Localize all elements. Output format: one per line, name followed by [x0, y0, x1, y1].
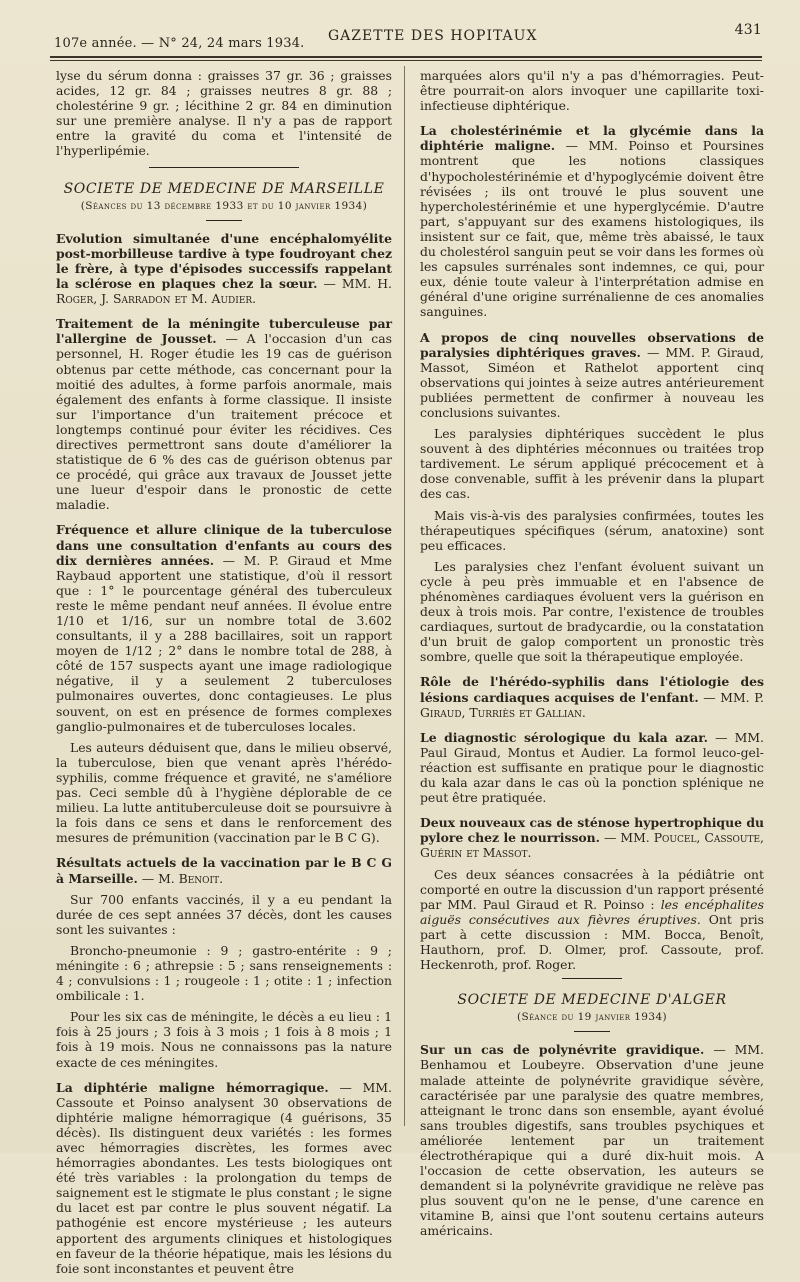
society-title-alger: SOCIETE DE MEDECINE D'ALGER	[457, 992, 727, 1009]
header-rule	[50, 56, 762, 58]
entry-title: Résultats actuels de la vaccination par le B C G à Marseille.	[56, 855, 392, 886]
entry-title: Traitement de la méningite tuberculeuse par l'allergine de Jousset.	[56, 316, 392, 347]
entry-bcg	[56, 855, 392, 1069]
page-number: 431	[734, 22, 762, 38]
issue-info: 107e année. — N° 24, 24 mars 1934.	[54, 36, 305, 51]
society-sessions-alger: (Séance du 19 janvier 1934)	[516, 1011, 668, 1024]
discussion-paragraph	[420, 867, 764, 973]
entry-text: — MM. P. Giraud, Massot, Siméon et Rathelot apportent cinq observations qui jointes à seize autres antérieurement publiées permettent de confirmer à nouveau les conclusions suivantes.	[420, 344, 764, 420]
society-sessions-marseille: (Séances du 13 décembre 1933 et du 10 janvier 1934)	[80, 199, 368, 212]
entry-polynevrite	[420, 1042, 764, 1238]
discussion-text-end: . Ont pris part à cette discussion : MM. Bocca, Benoît, Hauthorn, prof. D. Olmer, prof. Cassoute, prof. Heckenroth, prof. Roger.	[420, 911, 764, 973]
entry-title: Deux nouveaux cas de sténose hypertrophique du pylore chez le nourrisson.	[420, 815, 764, 846]
entry-authors: — M. Benoit.	[137, 870, 224, 886]
entry-title: Le diagnostic sérologique du kala azar.	[420, 729, 708, 745]
short-rule	[206, 220, 242, 221]
entry-title: La diphtérie maligne hémorragique.	[56, 1079, 329, 1095]
journal-title: GAZETTE DES HOPITAUX	[328, 28, 538, 44]
entry-paragraph: Les paralysies diphtériques succèdent le plus souvent à des diphtéries méconnues ou traitées trop tardivement. Le sérum appliqué précocement et à dose convenable, suffit à les prévenir dans la plupart des cas.	[420, 426, 764, 502]
left-column	[56, 68, 392, 1282]
entry-paragraph: Sur 700 enfants vaccinés, il y a eu pendant la durée de ces sept années 37 décès, dont les causes sont les suivantes :	[56, 891, 392, 937]
entry-authors: — MM. H. Roger, J. Sarradon et M. Audier.	[56, 276, 392, 307]
section-rule	[149, 167, 299, 168]
entry-text: — M. P. Giraud et Mme Raybaud apportent une statistique, d'où il ressort que : 1° le pourcentage général des tuberculeux reste le même pendant neuf années. Il évolue entre 1/10 et 1/16, sur un nombre total de 3.602 consultants, il y a 288 bacillaires, soit un rapport moyen de 1/12 ; 2° dans le nombre total de 288, à côté de 157 suspects ayant une image radiologique négative, il y a seulement 2 tuberculoses pulmonaires ouvertes, donc contagieuses. Le plus souvent, on est en présence de formes complexes ganglio-pulmonaires et de tuberculoses locales.	[56, 552, 392, 734]
right-column	[420, 68, 764, 1245]
entry-authors: — MM. Poucel, Cassoute, Guérin et Massot.	[420, 830, 764, 861]
entry-title: Rôle de l'hérédo-syphilis dans l'étiologie des lésions cardiaques acquises de l'enfant.	[420, 674, 764, 705]
entry-title: Evolution simultanée d'une encéphalomyélite post-morbilleuse tardive à type foudroyant chez le frère, à type d'épisodes successifs rappelant la sclérose en plaques chez la sœur.	[56, 230, 392, 292]
entry-authors: — MM. P. Giraud, Turriès et Gallian.	[420, 689, 764, 720]
entry-text: — MM. Benhamou et Loubeyre. Observation d'une jeune malade atteinte de polynévrite gravidique sévère, caractérisée par une paralysie des quatre membres, atteignant le tronc dans son ensemble, ayant évolué sans troubles digestifs, sans troubles psychiques et améliorée lentement par un traitement électrothérapique qui a duré dix-huit mois. A l'occasion de cette observation, les auteurs se demandent si la polynévrite gravidique ne relève pas plus souvent qu'on ne le pense, d'une carence en vitamine B, ainsi que l'ont soutenu certains auteurs américains.	[420, 1042, 764, 1239]
entry-meningite	[56, 316, 392, 512]
section-rule	[562, 978, 622, 979]
society-title-marseille: SOCIETE DE MEDECINE DE MARSEILLE	[63, 180, 385, 197]
entry-cholesterinemie	[420, 123, 764, 319]
intro-paragraph: lyse du sérum donna : graisses 37 gr. 36 ; graisses acides, 12 gr. 84 ; graisses neutres 8 gr. 88 ; cholestérine 9 gr. ; lécithine 2 gr. 84 en diminution sur une première analyse. Il n'y a pas de rapport entre la gravité du coma et l'intensité de l'hyperlipémie.	[56, 68, 392, 159]
entry-text: — MM. Poinso et Poursines montrent que les notions classiques d'hypocholestérinémie et d'hypoglycémie doivent être révisées ; ils ont trouvé le plus souvent une hypercholestérinémie et une hyperglycémie. D'autre part, s'appuyant sur des examens histologiques, ils insistent sur ce fait, que, même très abaissé, le taux du cholestérol sanguin peut se voir dans les formes où les capsules surrénales sont indemnes, ce qui, pour eux, dénie toute valeur à l'interprétation admise en général d'une origine surrénalienne de ces anomalies sanguines.	[420, 138, 764, 320]
discussion-text: Ces deux séances consacrées à la pédiâtrie ont comporté en outre la discussion d'un rapport présenté par MM. Paul Giraud et R. Poinso :	[420, 866, 764, 912]
entry-diphterie-hemorragique	[56, 1080, 392, 1276]
entry-heredo-syphilis	[420, 674, 764, 719]
entry-text: — MM. Cassoute et Poinso analysent 30 observations de diphtérie maligne hémorragique (4 guérisons, 35 décès). Ils distinguent deux variétés : les formes avec hémorragies discrètes, les formes avec hémorragies abondantes. Les tests biologiques ont été très variables : la prolongation du temps de saignement est le stigmate le plus constant ; le signe du lacet est par contre le plus souvent négatif. La pathogénie est encore mystérieuse ; les auteurs apportent des arguments cliniques et histologiques en faveur de la théorie hépatique, mais les lésions du foie sont inconstantes et peuvent être	[56, 1079, 392, 1276]
entry-title: Sur un cas de polynévrite gravidique.	[420, 1042, 705, 1058]
entry-paragraph: Broncho-pneumonie : 9 ; gastro-entérite : 9 ; méningite : 6 ; athrepsie : 5 ; sans renseignements : 4 ; convulsions : 1 ; rougeole : 1 ; otite : 1 ; infection ombilicale : 1.	[56, 942, 392, 1004]
entry-encephalomyelite	[56, 231, 392, 306]
entry-paragraph: Les paralysies chez l'enfant évoluent suivant un cycle à peu près immuable et en l'absence de phénomènes cardiaques évoluent vers la guérison en deux à trois mois. Par contre, l'existence de troubles cardiaques, surtout de bradycardie, ou la constatation d'un bruit de galop comportent un pronostic très sombre, quelle que soit la thérapeutique employée.	[420, 558, 764, 665]
entry-title: A propos de cinq nouvelles observations de paralysies diphtériques graves.	[420, 329, 764, 360]
page-header	[50, 22, 762, 58]
entry-paragraph: Pour les six cas de méningite, le décès a eu lieu : 1 fois à 25 jours ; 3 fois à 3 mois ; 1 fois à 8 mois ; 1 fois à 19 mois. Nous ne connaissons pas la nature exacte de ces méningites.	[56, 1009, 392, 1070]
discussion-topic: les encéphalites aiguës consécutives aux fièvres éruptives	[420, 896, 764, 927]
entry-text: — A l'occasion d'un cas personnel, H. Roger étudie les 19 cas de guérison obtenus par cette méthode, cas concernant pour la moitié des adultes, à forme parfois anormale, mais également des enfants à forme classique. Il insiste sur l'importance d'un traitement précoce et longtemps continué pour éviter les récidives. Ces directives permettront sans doute d'améliorer la statistique de 6 % des cas de guérison obtenus par ce procédé, qui grâce aux travaux de Jousset jette une lueur d'espoir dans le pronostic de cette maladie.	[56, 331, 392, 513]
entry-tuberculose	[56, 522, 392, 845]
entry-stenose-pylore	[420, 815, 764, 860]
entry-paragraph: Mais vis-à-vis des paralysies confirmées, toutes les thérapeutiques spécifiques (sérum, anatoxine) sont peu efficaces.	[420, 507, 764, 553]
entry-kala-azar	[420, 730, 764, 805]
header-rule-thin	[50, 60, 762, 61]
short-rule	[574, 1031, 610, 1032]
entry-paragraph: Les auteurs déduisent que, dans le milieu observé, la tuberculose, bien que venant après l'hérédo-syphilis, comme fréquence et gravité, ne s'améliore pas. Ceci semble dû à l'hygiène déplorable de ce milieu. La lutte antituberculeuse doit se poursuivre à la fois dans ce sens et dans le renforcement des mesures de prémunition (vaccination par le B C G).	[56, 739, 392, 846]
entry-paralysies	[420, 330, 764, 665]
continued-paragraph: marquées alors qu'il n'y a pas d'hémorragies. Peut-être pourrait-on alors invoquer une capillarite toxi-infectieuse diphtérique.	[420, 68, 764, 114]
entry-text: — MM. Paul Giraud, Montus et Audier. La formol leuco-gel-réaction est suffisante en pratique pour le diagnostic du kala azar dans le cas où la ponction splénique ne peut être pratiquée.	[420, 729, 764, 806]
entry-title: Fréquence et allure clinique de la tuberculose dans une consultation d'enfants au cours des dix dernières années.	[56, 522, 392, 568]
entry-title: La cholestérinémie et la glycémie dans la diphtérie maligne.	[420, 123, 764, 154]
column-divider	[404, 66, 405, 1126]
